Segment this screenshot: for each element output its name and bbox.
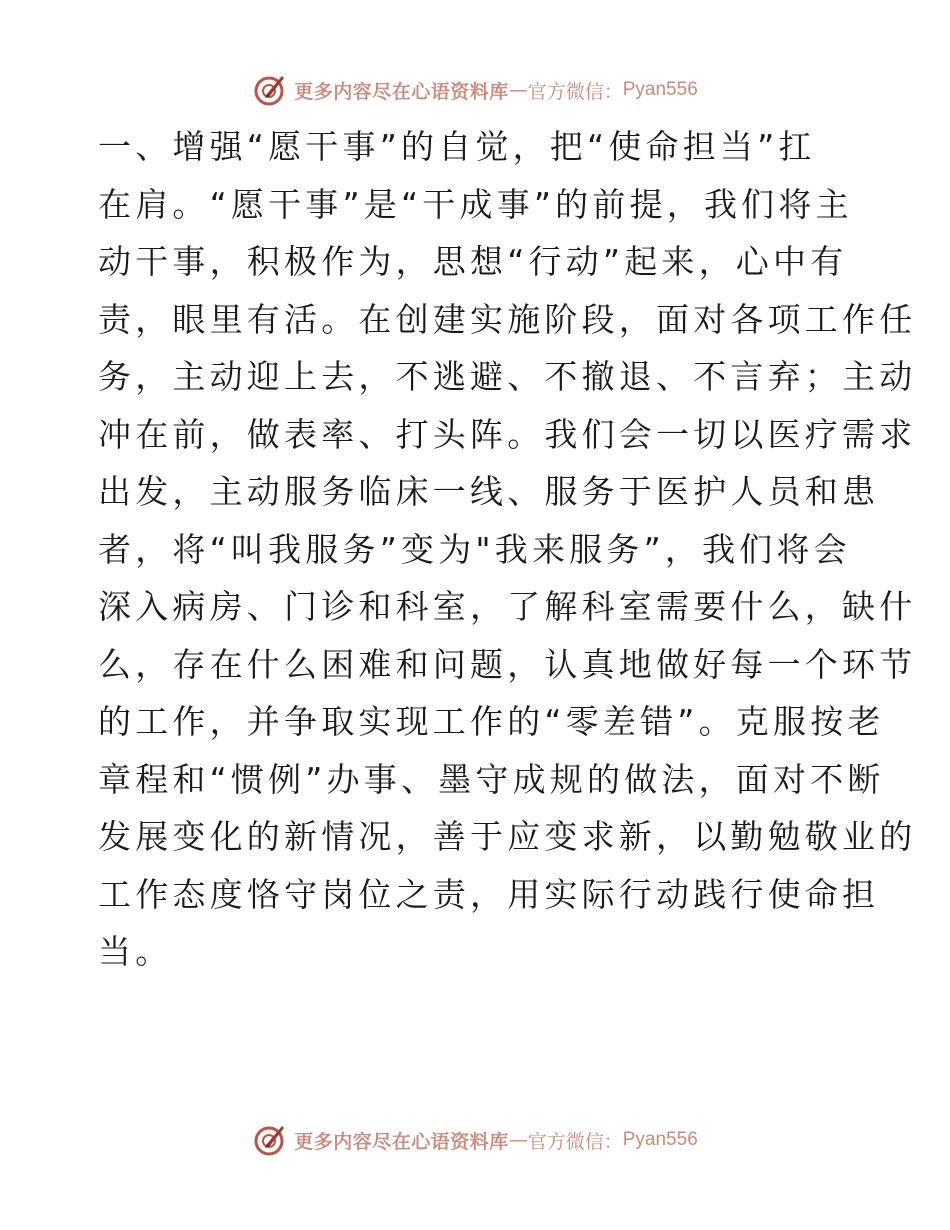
banner-official-label: 官方微信： bbox=[527, 1130, 623, 1153]
banner-slogan: 更多内容尽在心语资料库 bbox=[294, 1130, 509, 1153]
body-line: 在肩。“愿干事”是“干成事”的前提，我们将主 bbox=[98, 184, 853, 224]
body-line: 责，眼里有活。在创建实施阶段，面对各项工作任 bbox=[98, 299, 917, 339]
body-line: 务，主动迎上去，不逃避、不撤退、不言弃；主动 bbox=[98, 357, 917, 396]
quill-ink-logo-icon bbox=[252, 72, 288, 108]
body-line: 冲在前，做表率、打头阵。我们会一切以医疗需求 bbox=[98, 414, 917, 454]
body-line: 么，存在什么困难和问题，认真地做好每一个环节 bbox=[98, 644, 917, 684]
body-line: 当。 bbox=[98, 932, 173, 971]
document-body bbox=[98, 118, 917, 981]
banner-separator: — bbox=[508, 1129, 528, 1151]
banner-separator: — bbox=[508, 79, 528, 101]
body-line: 一、增强“愿干事”的自觉，把“使命担当”扛 bbox=[98, 127, 816, 166]
body-line: 深入病房、门诊和科室，了解科室需要什么，缺什 bbox=[98, 587, 917, 626]
banner-wechat-id: Pyan556 bbox=[622, 79, 698, 100]
footer-banner bbox=[0, 1120, 950, 1160]
body-line: 工作态度恪守岗位之责，用实际行动践行使命担 bbox=[98, 874, 880, 914]
quill-ink-logo-icon bbox=[252, 1122, 288, 1158]
body-line: 出发，主动服务临床一线、服务于医护人员和患 bbox=[98, 472, 880, 511]
banner-wechat-id: Pyan556 bbox=[622, 1129, 698, 1150]
banner-slogan: 更多内容尽在心语资料库 bbox=[294, 80, 509, 103]
banner-official-label: 官方微信： bbox=[527, 80, 623, 103]
body-line: 者，将“叫我服务”变为"我来服务”，我们将会 bbox=[98, 529, 851, 569]
body-line: 动干事，积极作为，思想“行动”起来，心中有 bbox=[98, 242, 848, 281]
header-banner bbox=[0, 70, 950, 110]
body-line: 的工作，并争取实现工作的“零差错”。克服按老 bbox=[98, 702, 885, 741]
body-line: 发展变化的新情况，善于应变求新，以勤勉敬业的 bbox=[98, 817, 917, 856]
body-line: 章程和“惯例”办事、墨守成规的做法，面对不断 bbox=[98, 759, 885, 799]
